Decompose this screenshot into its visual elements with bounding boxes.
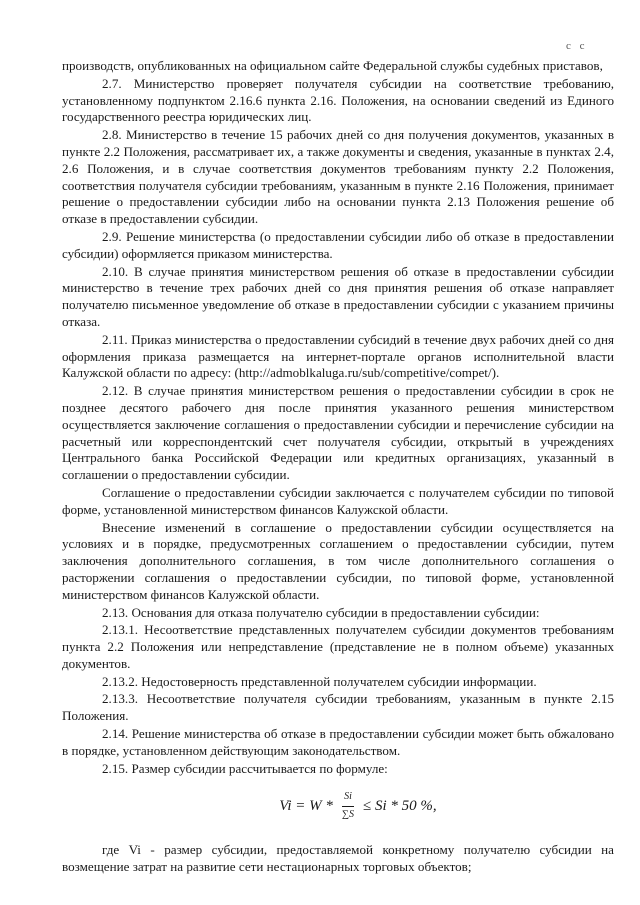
paragraph-2-11: 2.11. Приказ министерства о предоставлении субсидий в течение двух рабочих дней со дня оформления приказа размещается на интернет-портале органов исполнительной власти Калужской области по адресу: (http://admoblkaluga.ru/sub/competitive/compet/). bbox=[62, 331, 614, 381]
formula-left: Vi = W * bbox=[279, 798, 333, 815]
paragraph-2-12: 2.12. В случае принятия министерством решения о предоставлении субсидии в срок не позднее десятого рабочего дня после принятия указанного решения министерством осуществляется заключение соглашения о предоставлении субсидии и перечисление субсидии на расчетный или корреспондентский счет получателя субсидии, открытый в учреждениях Центрального банка Российской Федерации или кредитных организациях, указанный в соглашении о предоставлении субсидии. bbox=[62, 383, 614, 483]
paragraph-2-15: 2.15. Размер субсидии рассчитывается по формуле: bbox=[102, 760, 388, 776]
document-body bbox=[62, 58, 614, 876]
paragraph-definition: где Vi - размер субсидии, предоставляемой конкретному получателю субсидии на возмещение затрат на развитие сети нестационарных торговых объектов; bbox=[62, 842, 614, 874]
formula-fraction bbox=[340, 789, 356, 824]
paragraph-2-13-1: 2.13.1. Несоответствие представленных получателем субсидии документов требованиям пункта 2.2 Положения или непредставление (представление не в полном объеме) указанных документов. bbox=[62, 622, 614, 671]
formula-denominator: ∑S bbox=[341, 809, 355, 821]
paragraph-2-7: 2.7. Министерство проверяет получателя субсидии на соответствие требованию, установленному подпунктом 2.16.6 пункта 2.16. Положения, на основании сведений из Единого государственного реестра юридических лиц. bbox=[62, 75, 614, 125]
corner-mark: с с bbox=[566, 40, 588, 52]
paragraph: производств, опубликованных на официальном сайте Федеральной службы судебных приставов, bbox=[62, 58, 603, 73]
paragraph-amendments: Внесение изменений в соглашение о предоставлении субсидии осуществляется на условиях и в порядке, предусмотренных соглашением о предоставлении субсидии, путем заключения дополнительного соглашения, в том числе дополнительного соглашения о расторжении соглашения о предоставлении субсидии, по типовой форме, установленной министерством финансов Калужской области. bbox=[62, 519, 614, 602]
paragraph-2-13-2: 2.13.2. Недостоверность представленной получателем субсидии информации. bbox=[102, 673, 537, 689]
paragraph-2-9: 2.9. Решение министерства (о предоставлении субсидии либо об отказе в предоставлении субсидии) оформляется приказом министерства. bbox=[62, 228, 614, 261]
paragraph-2-13: 2.13. Основания для отказа получателю субсидии в предоставлении субсидии: bbox=[102, 604, 540, 620]
subsidy-formula bbox=[62, 789, 614, 824]
paragraph-2-8: 2.8. Министерство в течение 15 рабочих дней со дня получения документов, указанных в пункте 2.2 Положения, рассматривает их, а также документы и сведения, указанные в пунктах 2.4, 2.6 Положения, и в случае соответствия документов требованиям пункту 2.2 Положения, соответствия получателя субсидии требованиям, указанным в пункте 2.16 Положения, принимает решение о предоставлении субсидии либо на основании пункта 2.13 Положения решение об отказе в предоставлении субсидии. bbox=[62, 127, 614, 227]
paragraph-2-13-3: 2.13.3. Несоответствие получателя субсидии требованиям, указанным в пункте 2.15 Положения. bbox=[62, 691, 614, 724]
paragraph-2-10: 2.10. В случае принятия министерством решения об отказе в предоставлении субсидии министерство в течение трех рабочих дней со дня принятия решения об отказе направляет получателю письменное уведомление об отказе в предоставлении субсидии с указанием причины отказа. bbox=[62, 263, 614, 329]
paragraph-agreement: Соглашение о предоставлении субсидии заключается с получателем субсидии по типовой форме, установленной министерством финансов Калужской области. bbox=[62, 484, 614, 517]
formula-right: ≤ Si * 50 %, bbox=[363, 798, 437, 815]
paragraph-2-14: 2.14. Решение министерства об отказе в предоставлении субсидии может быть обжаловано в порядке, установленном действующим законодательством. bbox=[62, 726, 614, 758]
formula-numerator: Si bbox=[342, 789, 354, 807]
